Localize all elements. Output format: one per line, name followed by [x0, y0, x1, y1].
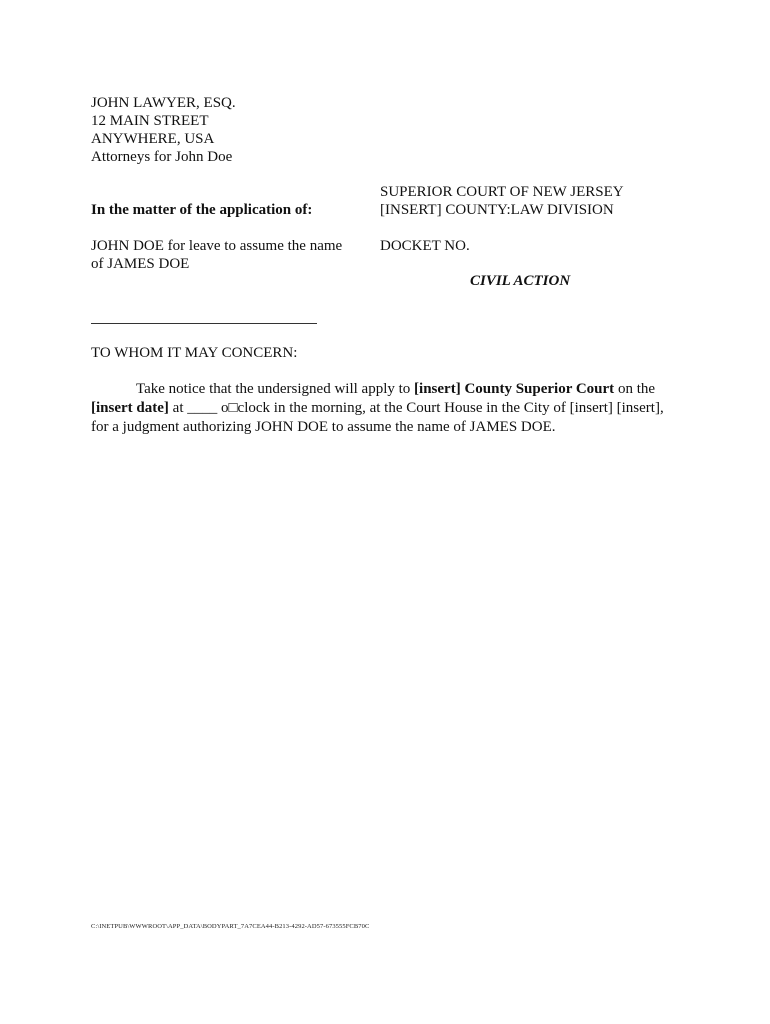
court-name-line-2: [INSERT] COUNTY:LAW DIVISION — [380, 202, 614, 218]
notice-paragraph — [91, 380, 691, 437]
attorney-role: Attorneys for John Doe — [91, 149, 233, 165]
notice-line-1-text: Take notice that the undersigned will apply to — [136, 381, 415, 397]
civil-action: CIVIL ACTION — [470, 273, 571, 289]
notice-line-1-tail: on the — [614, 381, 656, 397]
caption-divider-line — [91, 323, 317, 324]
applicant-line-1: JOHN DOE for leave to assume the name — [91, 238, 343, 254]
matter-heading: In the matter of the application of: — [91, 202, 313, 218]
court-name-line-1: SUPERIOR COURT OF NEW JERSEY — [380, 184, 624, 200]
attorney-city: ANYWHERE, USA — [91, 131, 215, 147]
salutation: TO WHOM IT MAY CONCERN: — [91, 345, 298, 361]
notice-line-2-text: at ____ o□clock in the morning, at the Court House in the City of [insert] [insert], — [168, 400, 664, 416]
notice-court-name: [insert] County Superior Court — [414, 381, 615, 397]
attorney-street: 12 MAIN STREET — [91, 113, 209, 129]
notice-line-3-text: for a judgment authorizing JOHN DOE to assume the name of JAMES DOE. — [91, 419, 556, 435]
docket-number: DOCKET NO. — [380, 238, 470, 254]
applicant-line-2: of JAMES DOE — [91, 256, 190, 272]
notice-insert-date: [insert date] — [91, 400, 169, 416]
attorney-name: JOHN LAWYER, ESQ. — [91, 95, 236, 111]
footer-file-path: C:\INETPUB\WWWROOT\APP_DATA\BODYPART_7A7CEA44-B213-4292-AD57-673555FCB70C — [91, 923, 370, 930]
